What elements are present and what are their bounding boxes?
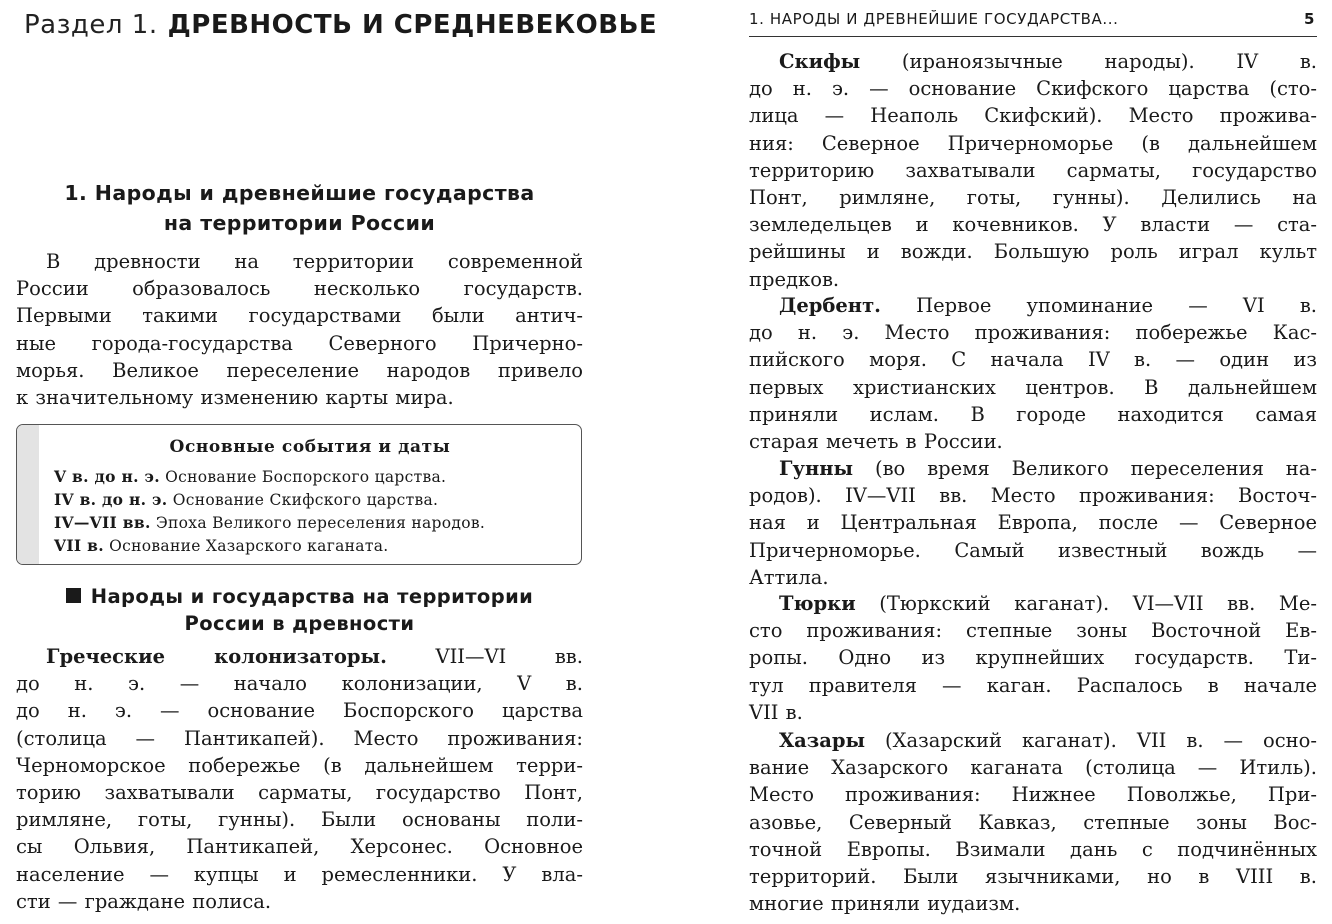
text-line: старая мечеть в России. (749, 430, 1003, 454)
entry-greek-colonists (16, 643, 583, 915)
left-page (0, 0, 658, 924)
entry-term: Хазары (779, 729, 866, 752)
text-line: предков. (749, 267, 840, 291)
entry-term: Дербент. (779, 294, 881, 317)
text-line: территорий. Были язычниками, но в VIII в. (749, 865, 1317, 889)
right-page (749, 0, 1317, 924)
text-line: многие приняли иудаизм. (749, 892, 1021, 916)
text-line: ные города-государства Северного Причерно- (16, 331, 583, 355)
subsection-line: России в древности (184, 612, 415, 635)
text-line: В древности на территории современной (46, 250, 583, 273)
text-line: тул правителя — каган. Распалось в начале (749, 673, 1317, 697)
text-line: Греческие колонизаторы. VII—VI вв. (46, 645, 583, 668)
text-line: земледельцев и кочевников. У власти — ста- (749, 213, 1317, 237)
entry-term: Гунны (779, 457, 854, 480)
event-date: VII в. (54, 536, 104, 555)
text-line: к значительному изменению карты мира. (16, 386, 454, 410)
text-line: азовье, Северный Кавказ, степные зоны Вос- (749, 810, 1317, 834)
entry-derbent (749, 292, 1317, 455)
text-line: Тюрки (Тюркский каганат). VI—VII вв. Ме- (779, 592, 1317, 615)
intro-paragraph (16, 248, 583, 411)
chapter-title (16, 178, 583, 238)
event-text: Основание Хазарского каганата. (109, 537, 389, 555)
text-line: Аттила. (749, 565, 829, 589)
event-text: Основание Скифского царства. (172, 491, 439, 509)
entry-huns (749, 455, 1317, 591)
entry-khazars (749, 727, 1317, 917)
text-line: население — купцы и ремесленники. У вла- (16, 862, 583, 886)
text-line: Понт, римляне, готы, гунны). Делились на (749, 186, 1317, 210)
text-line: до н. э. — основание Боспорского царства (16, 699, 583, 723)
text-line: приняли ислам. В городе находится самая (749, 402, 1317, 426)
key-events-box (16, 424, 582, 565)
event-text: Основание Боспорского царства. (165, 468, 447, 486)
text-line: Черноморское побережье (в дальнейшем терри- (16, 753, 583, 777)
text-line: Причерноморье. Самый известный вождь — (749, 538, 1317, 562)
text-line: торию захватывали сарматы, государство Понт, (16, 781, 583, 805)
page-number: 5 (1303, 10, 1315, 28)
text-line: лица — Неаполь Скифский). Место прожива- (749, 104, 1317, 128)
text-line: первых христианских центров. В дальнейшем (749, 375, 1317, 399)
text-line: ная и Центральная Европа, после — Северное (749, 511, 1317, 535)
entry-scythians (749, 48, 1317, 293)
subsection-line: Народы и государства на территории (90, 585, 534, 608)
text-line: Гунны (во время Великого переселения на- (779, 457, 1318, 480)
running-head (749, 8, 1317, 37)
chapter-title-line: на территории России (163, 211, 436, 235)
square-bullet-icon (66, 588, 81, 603)
section-title: ДРЕВНОСТЬ И СРЕДНЕВЕКОВЬЕ (167, 10, 658, 40)
entry-term: Тюрки (779, 592, 856, 615)
section-header (24, 10, 657, 40)
text-line: сы Ольвия, Пантикапей, Херсонес. Основное (16, 835, 583, 859)
text-line: VII в. (749, 700, 803, 724)
text-line: морья. Великое переселение народов привело (16, 358, 583, 382)
subsection-heading (16, 583, 583, 637)
event-item (54, 513, 485, 532)
text-line: сти — граждане полиса. (16, 889, 272, 913)
text-line: до н. э. Место проживания: побережье Кас- (749, 321, 1317, 345)
chapter-title-line: 1. Народы и древнейшие государства (64, 181, 535, 205)
box-side-strip (17, 425, 39, 564)
text-line: Место проживания: Нижнее Поволжье, При- (749, 783, 1317, 807)
entry-term: Скифы (779, 50, 861, 73)
box-title: Основные события и даты (169, 437, 451, 457)
text-line: ния: Северное Причерноморье (в дальнейшем (749, 131, 1317, 155)
text-line: (столица — Пантикапей). Место проживания: (16, 726, 583, 750)
text-line: точной Европы. Взимали дань с подчинённых (749, 837, 1317, 861)
event-item (54, 467, 446, 486)
text-line: римляне, готы, гунны). Были основаны поли- (16, 808, 583, 832)
entry-term: Греческие колонизаторы. (46, 645, 387, 668)
text-line: России образовалось несколько государств. (16, 277, 583, 301)
text-line: Хазары (Хазарский каганат). VII в. — осно- (779, 729, 1317, 752)
event-text: Эпоха Великого переселения народов. (155, 514, 486, 532)
text-line: вание Хазарского каганата (столица — Итиль). (749, 756, 1317, 780)
text-line: территорию захватывали сарматы, государство (749, 158, 1317, 182)
event-date: IV—VII вв. (54, 513, 151, 532)
text-line: родов). IV—VII вв. Место проживания: Восточ- (749, 484, 1317, 508)
event-date: IV в. до н. э. (54, 490, 168, 509)
event-item (54, 490, 438, 509)
text-line: пийского моря. С начала IV в. — один из (749, 348, 1317, 372)
text-line: рейшины и вожди. Большую роль играл культ (749, 240, 1317, 264)
event-item (54, 536, 388, 555)
text-line: Скифы (ираноязычные народы). IV в. (779, 50, 1317, 73)
text-line: до н. э. — основание Скифского царства (сто- (749, 77, 1317, 101)
entry-turks (749, 590, 1317, 726)
text-line: Дербент. Первое упоминание — VI в. (779, 294, 1317, 317)
text-line: ропы. Одно из крупнейших государств. Ти- (749, 646, 1317, 670)
text-line: сто проживания: степные зоны Восточной Ев- (749, 619, 1317, 643)
text-line: Первыми такими государствами были антич- (16, 304, 583, 328)
event-date: V в. до н. э. (54, 467, 160, 486)
section-label: Раздел 1. (24, 10, 158, 40)
text-line: до н. э. — начало колонизации, V в. (16, 672, 583, 696)
running-head-title: 1. НАРОДЫ И ДРЕВНЕЙШИЕ ГОСУДАРСТВА... (749, 10, 1119, 28)
